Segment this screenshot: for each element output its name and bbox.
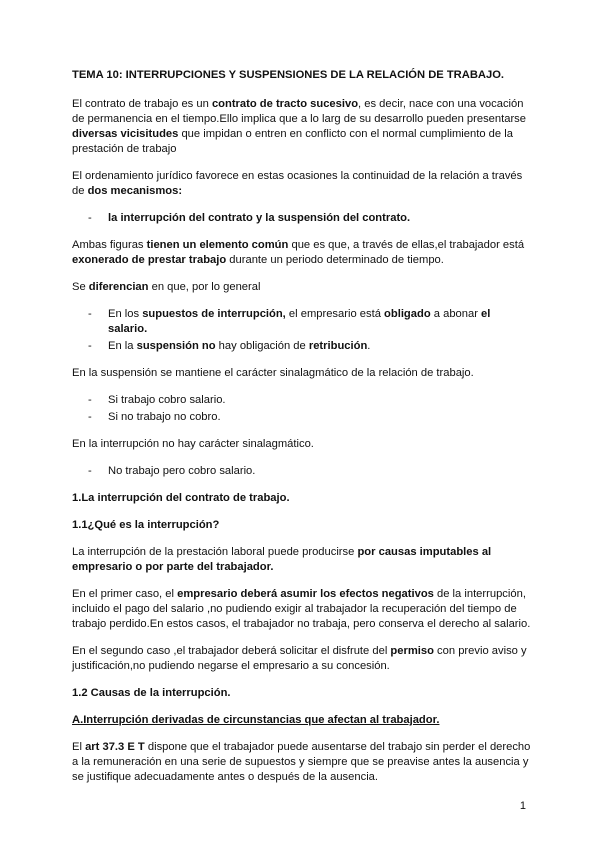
text: que es que, a través de ellas,el trabajador está xyxy=(288,239,525,251)
text: hay obligación de xyxy=(215,340,309,352)
bold-text: obligado xyxy=(384,308,431,320)
list-item xyxy=(72,339,532,354)
bold-text: exonerado de prestar trabajo xyxy=(72,254,227,266)
paragraph-ambas xyxy=(72,238,532,268)
text: El ordenamiento jurídico favorece en estas ocasiones la continuidad de la relación a través de xyxy=(72,170,523,197)
text: . xyxy=(367,340,371,352)
text: En la xyxy=(108,340,137,352)
text: de la interrupción, incluido el pago del salario ,no pudiendo exigir al trabajador la recuperación del tiempo de trabajo perdido.En estos casos, el trabajador no trabaja, pero conserva el derecho al salario. xyxy=(72,588,531,630)
text: En los xyxy=(108,308,143,320)
bold-text: la interrupción del contrato y la suspensión del contrato. xyxy=(108,212,411,224)
bold-text: contrato de tracto sucesivo xyxy=(211,98,359,110)
text: durante un periodo determinado de tiempo. xyxy=(226,254,444,266)
list-diferencias xyxy=(72,307,532,354)
list-interrupcion xyxy=(72,464,532,479)
paragraph-interrupcion: En la interrupción no hay carácter sinalagmático. xyxy=(72,438,314,450)
bold-text: supuestos de interrupción, xyxy=(142,308,286,320)
bold-text: retribución xyxy=(308,340,368,352)
text: el empresario está xyxy=(285,308,385,320)
bold-text: empresario deberá asumir los efectos negativos xyxy=(177,588,434,600)
list-item xyxy=(72,307,532,337)
bold-text: dos mecanismos: xyxy=(87,185,183,197)
bold-text: por causas imputables al empresario o por parte del trabajador. xyxy=(72,546,492,573)
text: La interrupción de la prestación laboral puede producirse xyxy=(72,546,358,558)
list-item xyxy=(72,211,532,226)
text: En el segundo caso ,el trabajador deberá solicitar el disfrute del xyxy=(72,645,391,657)
paragraph-ordenamiento xyxy=(72,169,532,199)
text: en que, por lo general xyxy=(148,281,261,293)
text: En el primer caso, el xyxy=(72,588,178,600)
text: dispone que el trabajador puede ausentarse del trabajo sin perder el derecho a la remuneración en una serie de supuestos y siempre que se preavise antes la ausencia y se justifique adecuadamente antes o después de la ausencia. xyxy=(72,741,531,783)
list-item: - Si no trabajo no cobro. xyxy=(72,410,532,425)
subsection-heading-underlined xyxy=(72,713,532,728)
subsection-heading: 1.2 Causas de la interrupción. xyxy=(72,687,231,699)
paragraph-diferencian xyxy=(72,280,532,295)
section-heading: 1.La interrupción del contrato de trabajo. xyxy=(72,492,290,504)
list-item: - Si trabajo cobro salario. xyxy=(72,393,532,408)
page-number: 1 xyxy=(519,800,526,812)
text: que impidan o entren en conflicto con el normal cumplimiento de la prestación de trabajo xyxy=(72,128,513,155)
bold-text: tienen un elemento común xyxy=(146,239,289,251)
document-page xyxy=(72,68,532,797)
paragraph-primer-caso xyxy=(72,587,532,632)
text: El xyxy=(72,741,86,753)
text: El contrato de trabajo es un xyxy=(72,98,212,110)
list-item: - No trabajo pero cobro salario. xyxy=(72,464,532,479)
text: Se xyxy=(72,281,89,293)
list-mecanismos xyxy=(72,211,532,226)
subsection-heading: 1.1¿Qué es la interrupción? xyxy=(72,519,220,531)
paragraph-contract xyxy=(72,97,532,157)
bold-text: suspensión no xyxy=(136,340,216,352)
paragraph-causas-imputables xyxy=(72,545,532,575)
document-title: TEMA 10: INTERRUPCIONES Y SUSPENSIONES DE LA RELACIÓN DE TRABAJO. xyxy=(72,69,505,81)
bold-text: diferencian xyxy=(88,281,149,293)
text: a abonar xyxy=(430,308,482,320)
paragraph-suspension: En la suspensión se mantiene el carácter sinalagmático de la relación de trabajo. xyxy=(72,367,474,379)
text: , es decir, nace con una vocación de permanencia en el tiempo.Ello implica que a lo larg de su desarrollo pueden presentarse xyxy=(72,98,526,125)
paragraph-segundo-caso xyxy=(72,644,532,674)
text: con previo aviso y justificación,no pudiendo negarse el empresario a su concesión. xyxy=(72,645,527,672)
list-sinalagmatico xyxy=(72,393,532,425)
bold-text: diversas vicisitudes xyxy=(72,128,179,140)
paragraph-art-37 xyxy=(72,740,532,785)
underlined-text: A.Interrupción derivadas de circunstancias que afectan al trabajador. xyxy=(72,714,440,726)
text: Ambas figuras xyxy=(72,239,147,251)
bold-text: permiso xyxy=(390,645,434,657)
bold-text: art 37.3 E T xyxy=(85,741,145,753)
bold-text: el salario. xyxy=(108,308,491,335)
